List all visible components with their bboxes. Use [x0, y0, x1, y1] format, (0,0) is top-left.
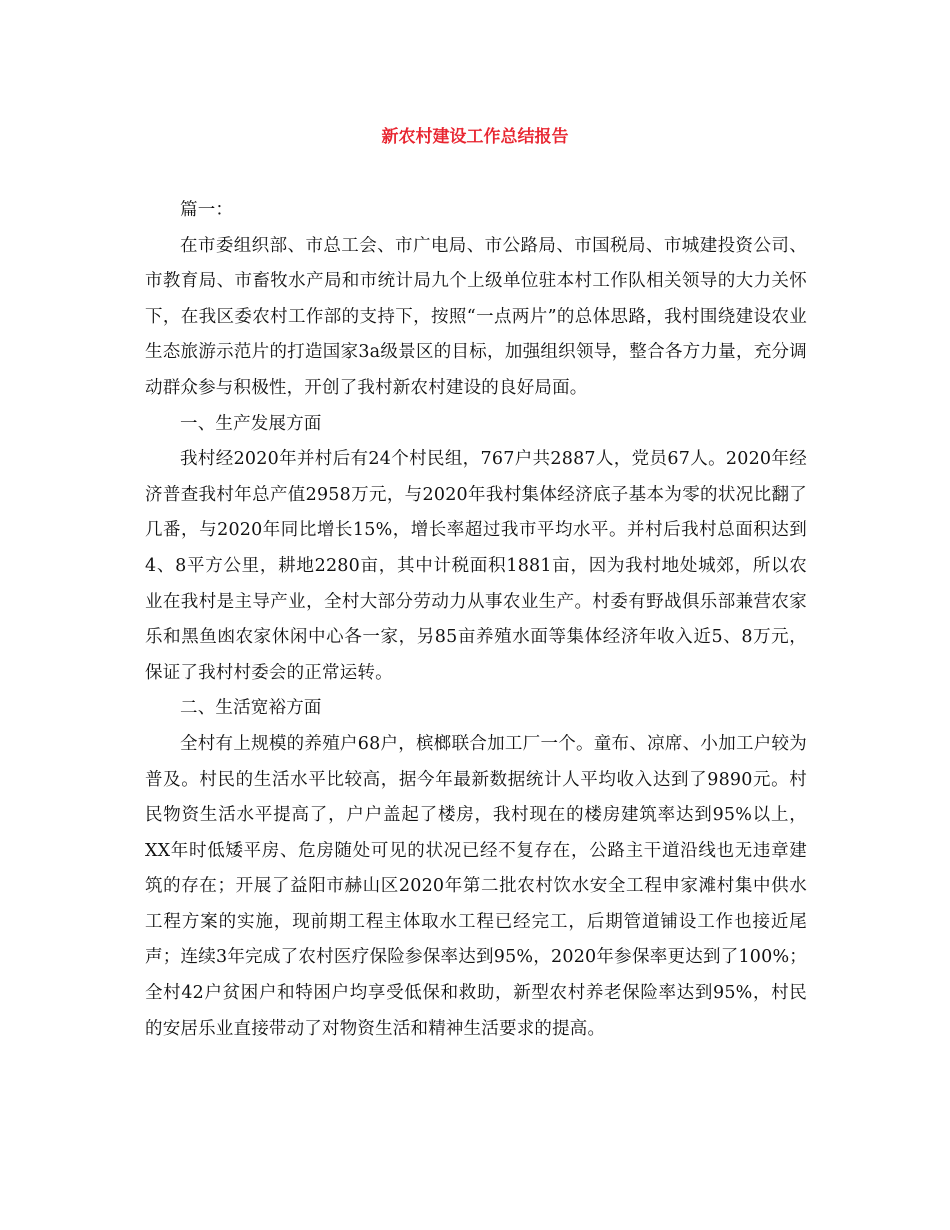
production-paragraph: 我村经2020年并村后有24个村民组，767户共2887人，党员67人。2020年经济普查我村年总产值2958万元，与2020年我村集体经济底子基本为零的状况比翻了几番，与2020年同比增长15%，增长率超过我市平均水平。并村后我村总面积达到4、8平方公里，耕地2280亩，其中计税面积1881亩，因为我村地处城郊，所以农业在我村是主导产业，全村大部分劳动力从事农业生产。村委有野战俱乐部兼营农家乐和黑鱼凼农家休闲中心各一家，另85亩养殖水面等集体经济年收入近5、8万元，保证了我村村委会的正常运转。 [145, 449, 807, 683]
document-title: 新农村建设工作总结报告 [381, 127, 569, 147]
section-heading-production: 一、生产发展方面 [180, 413, 322, 434]
document-body [145, 193, 807, 1047]
section-heading-living: 二、生活宽裕方面 [180, 698, 322, 719]
living-paragraph: 全村有上规模的养殖户68户，槟榔联合加工厂一个。童布、凉席、小加工户较为普及。村民的生活水平比较高，据今年最新数据统计人平均收入达到了9890元。村民物资生活水平提高了，户户盖起了楼房，我村现在的楼房建筑率达到95%以上，XX年时低矮平房、危房随处可见的状况已经不复存在，公路主干道沿线也无违章建筑的存在；开展了益阳市赫山区2020年第二批农村饮水安全工程申家滩村集中供水工程方案的实施，现前期工程主体取水工程已经完工，后期管道铺设工作也接近尾声；连续3年完成了农村医疗保险参保率达到95%，2020年参保率更达到了100%；全村42户贫困户和特困户均享受低保和救助，新型农村养老保险率达到95%，村民的安居乐业直接带动了对物资生活和精神生活要求的提高。 [145, 733, 807, 1039]
intro-paragraph: 在市委组织部、市总工会、市广电局、市公路局、市国税局、市城建投资公司、市教育局、市畜牧水产局和市统计局九个上级单位驻本村工作队相关领导的大力关怀下，在我区委农村工作部的支持下，按照“一点两片”的总体思路，我村围绕建设农业生态旅游示范片的打造国家3a级景区的目标，加强组织领导，整合各方力量，充分调动群众参与积极性，开创了我村新农村建设的良好局面。 [145, 235, 807, 398]
section-label-part-one: 篇一： [180, 200, 234, 220]
